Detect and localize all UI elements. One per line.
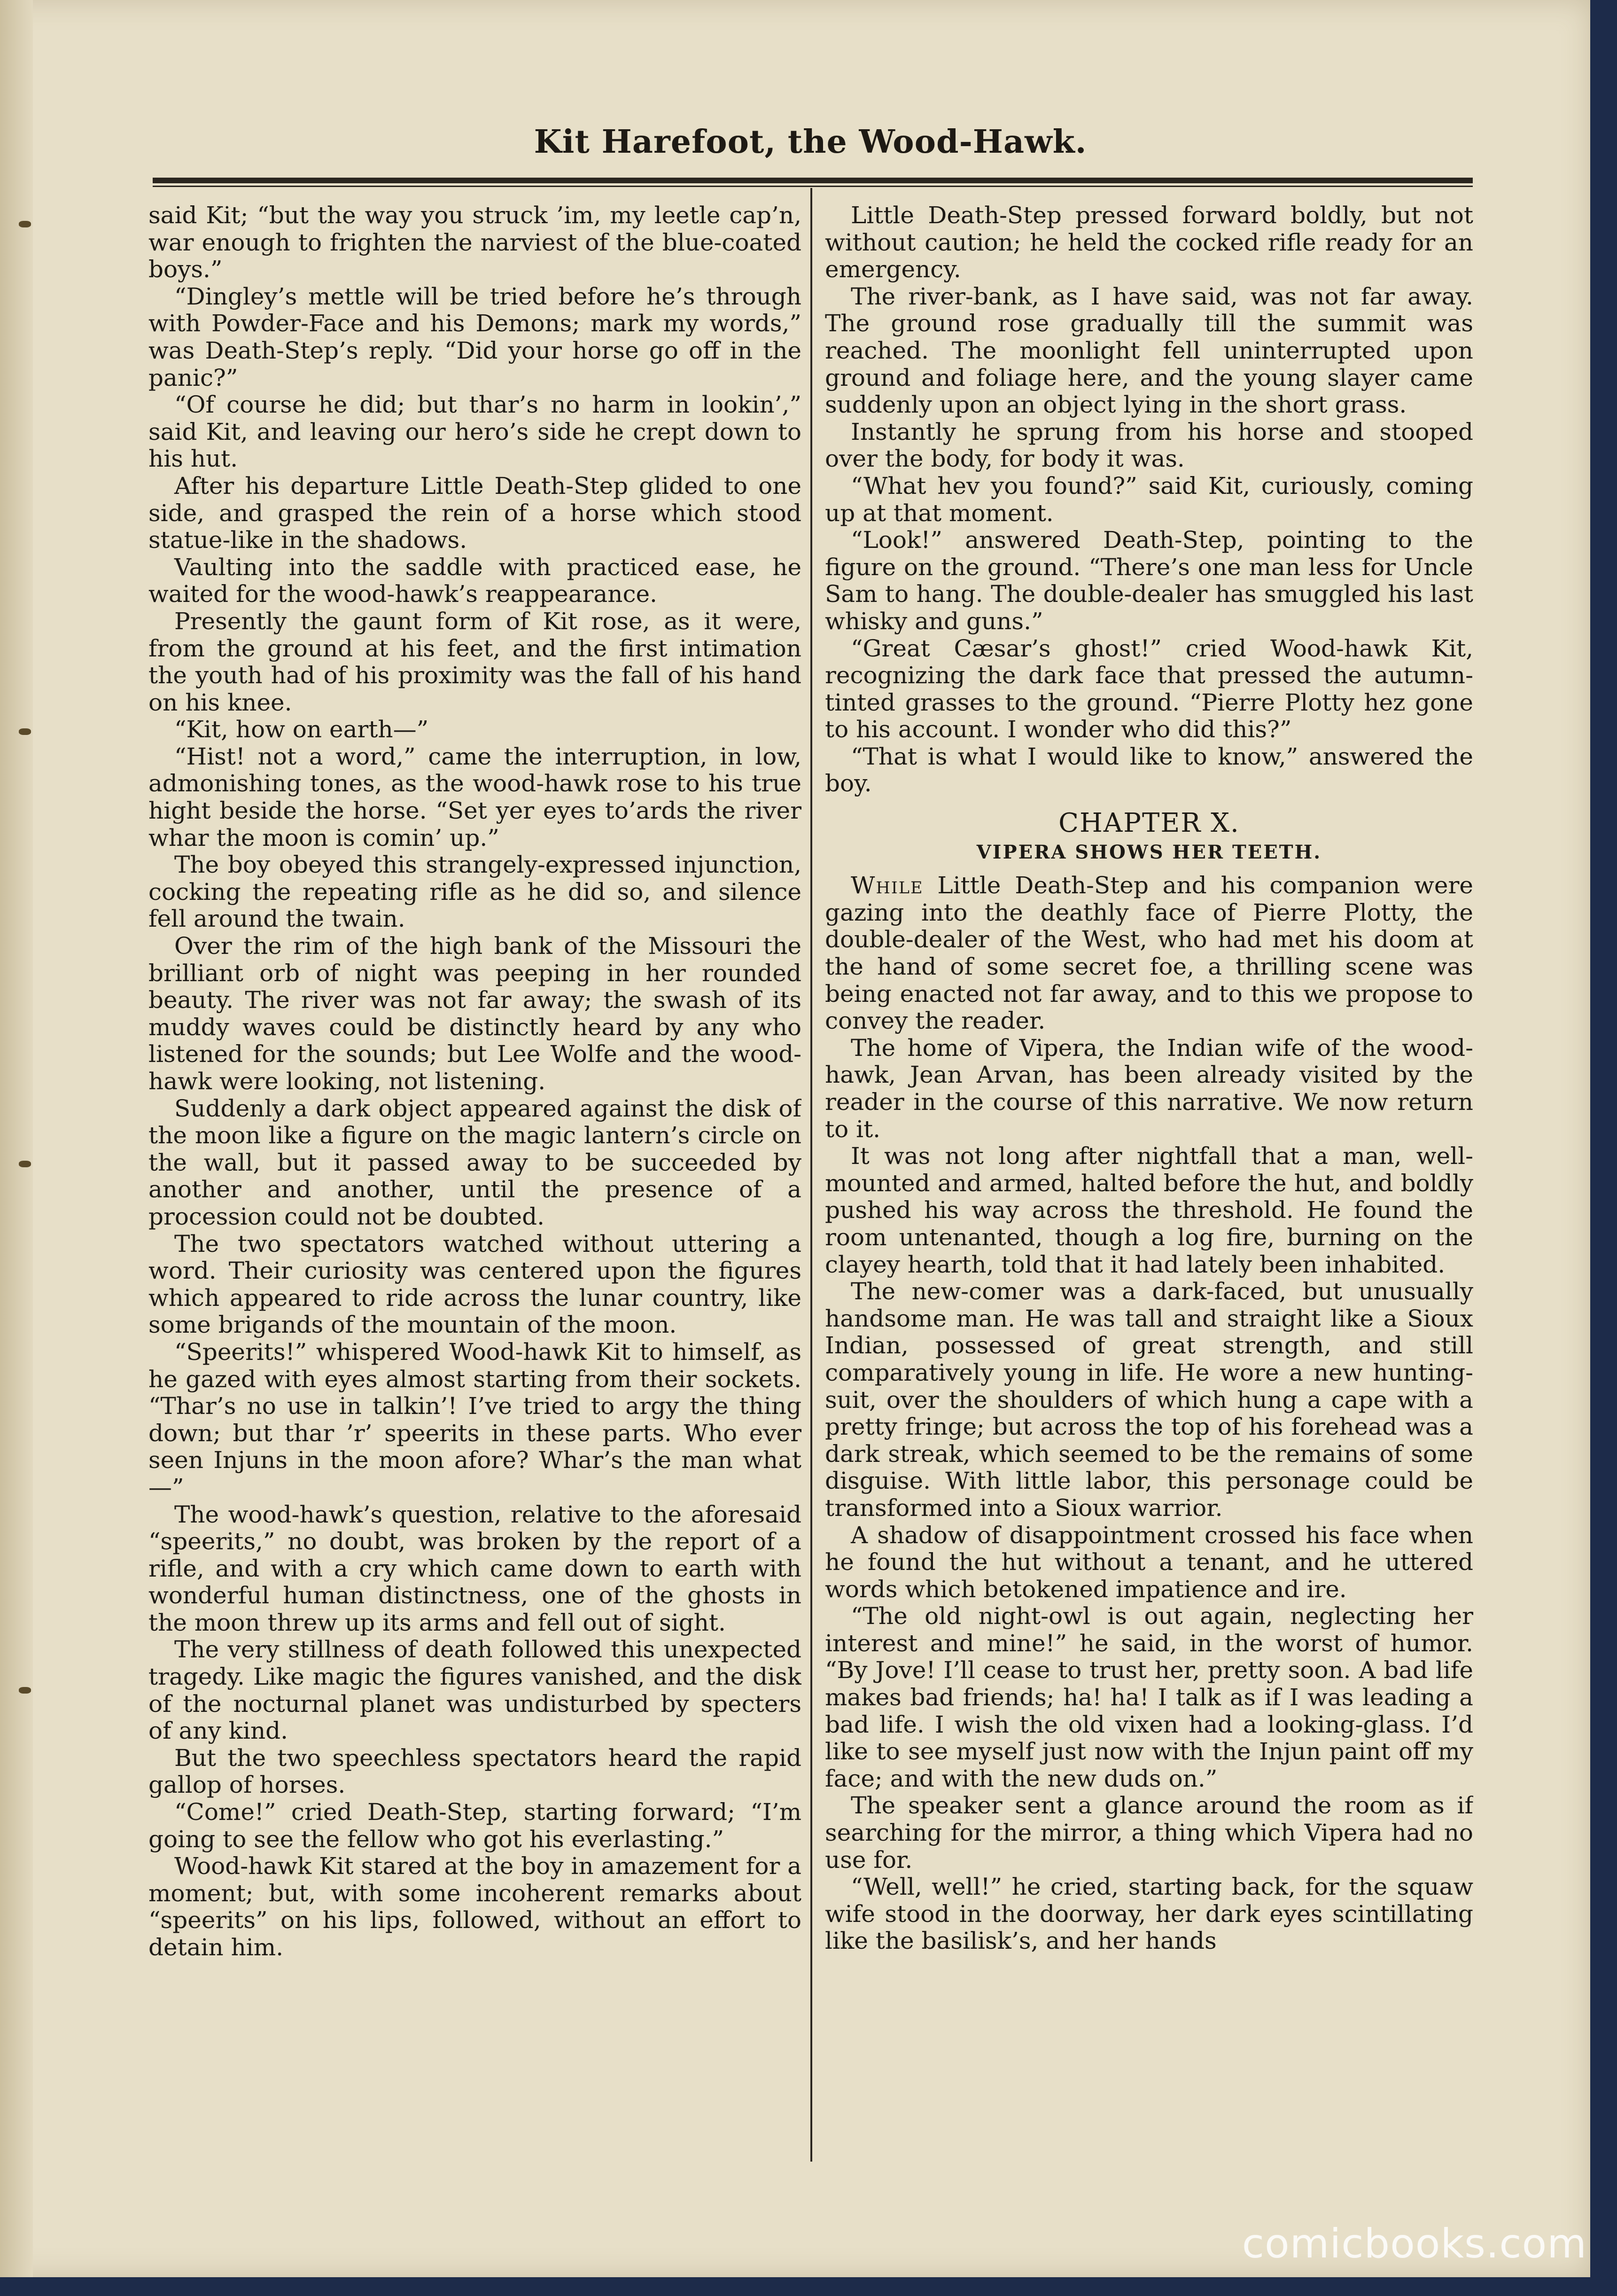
chapter-number: CHAPTER X. [1058, 808, 1240, 839]
paragraph: “Well, well!” he cried, starting back, for the squaw wife stood in the doorway, her dark eyes scintillating like the basilisk’s, and her hands [825, 1873, 1473, 1955]
paragraph: It was not long after nightfall that a man, well-mounted and armed, halted before the hut, and boldly pushed his way across the threshold. He found the room untenanted, though a log fire, burning on the clayey hearth, told that it had lately been inhabited. [825, 1142, 1473, 1278]
paragraph: Little Death-Step pressed forward boldly, but not without caution; he held the cocked rifle ready for an emergency. [825, 202, 1473, 283]
paragraph: The river-bank, as I have said, was not far away. The ground rose gradually till the summit was reached. The moonlight fell uninterrupted upon ground and foliage here, and the young slayer came suddenly upon an object lying in the short grass. [825, 282, 1473, 419]
chapter-title: VIPERA SHOWS HER TEETH. [976, 841, 1322, 863]
left-column [148, 202, 801, 2171]
paragraph: Suddenly a dark object appeared against the disk of the moon like a figure on the magic lantern’s circle on the wall, but it passed away to be succeeded by another and another, until the presence of a procession could not be doubted. [148, 1094, 801, 1230]
paragraph: The new-comer was a dark-faced, but unusually handsome man. He was tall and straight like a Sioux Indian, possessed of great strength, and still comparatively young in life. He wore a new hunting-suit, over the shoulders of which hung a cape with a pretty fringe; but across the top of his forehead was a dark streak, which seemed to be the remains of some disguise. With little labor, this personage could be transformed into a Sioux warrior. [825, 1278, 1473, 1522]
paragraph: “Great Cæsar’s ghost!” cried Wood-hawk Kit, recognizing the dark face that pressed the autumn-tinted grasses to the ground. “Pierre Plotty hez gone to his account. I wonder who did this?” [825, 634, 1473, 743]
paragraph: The home of Vipera, the Indian wife of the wood-hawk, Jean Arvan, has been already visited by the reader in the course of this narrative. We now return to it. [825, 1034, 1473, 1143]
paragraph: Instantly he sprung from his horse and stooped over the body, for body it was. [825, 418, 1473, 473]
binding-stitch [19, 728, 31, 735]
binding-stitch [19, 1687, 31, 1694]
paragraph: “Come!” cried Death-Step, starting forward; “I’m going to see the fellow who got his everlasting.” [148, 1798, 801, 1853]
paragraph: “The old night-owl is out again, neglecting her interest and mine!” he said, in the worst of humor. “By Jove! I’ll cease to trust her, pretty soon. A bad life makes bad friends; ha! ha! I talk as if I was leading a bad life. I wish the old vixen had a looking-glass. I’d like to see myself just now with the Injun paint off my face; and with the new duds on.” [825, 1602, 1473, 1792]
paragraph: But the two speechless spectators heard the rapid gallop of horses. [148, 1744, 801, 1799]
binding-stitch [19, 221, 31, 227]
paragraph: “Speerits!” whispered Wood-hawk Kit to himself, as he gazed with eyes almost starting from their sockets. “Thar’s no use in talkin’! I’ve tried to argy the thing down; but thar ’r’ speerits in these parts. Who ever seen Injuns in the moon afore? Whar’s the man what—” [148, 1338, 801, 1501]
chapter-opening-paragraph [825, 872, 1473, 1035]
paragraph: said Kit; “but the way you struck ’im, my leetle cap’n, war enough to frighten the narviest of the blue-coated boys.” [148, 202, 801, 283]
paragraph: “Hist! not a word,” came the interruption, in low, admonishing tones, as the wood-hawk rose to his true hight beside the horse. “Set yer eyes to’ards the river whar the moon is comin’ up.” [148, 742, 801, 851]
header-rule [153, 178, 1473, 183]
header-rule-thin [153, 186, 1473, 187]
paragraph: The speaker sent a glance around the room as if searching for the mirror, a thing which Vipera had no use for. [825, 1792, 1473, 1874]
paragraph: “What hev you found?” said Kit, curiously, coming up at that moment. [825, 472, 1473, 527]
paragraph: “Kit, how on earth—” [174, 716, 429, 743]
paragraph: After his departure Little Death-Step glided to one side, and grasped the rein of a horse which stood statue-like in the shadows. [148, 472, 801, 554]
binding-spine [0, 0, 33, 2277]
paragraph: Presently the gaunt form of Kit rose, as it were, from the ground at his feet, and the first intimation the youth had of his proximity was the fall of his hand on his knee. [148, 607, 801, 716]
paragraph: “Look!” answered Death-Step, pointing to the figure on the ground. “There’s one man less for Uncle Sam to hang. The double-dealer has smuggled his last whisky and guns.” [825, 526, 1473, 635]
chapter-opening-text: Little Death-Step and his companion were gazing into the deathly face of Pierre Plotty, the double-dealer of the West, who had met his doom at the hand of some secret foe, a thrilling scene was being enacted not far away, and to this we propose to convey the reader. [825, 872, 1473, 1035]
paragraph: The two spectators watched without uttering a word. Their curiosity was centered upon the figures which appeared to ride across the lunar country, like some brigands of the mountain of the moon. [148, 1230, 801, 1339]
paragraph: The wood-hawk’s question, relative to the aforesaid “speerits,” no doubt, was broken by the report of a rifle, and with a cry which came down to earth with wonderful human distinctness, one of the ghosts in the moon threw up its arms and fell out of sight. [148, 1500, 801, 1636]
paragraph: A shadow of disappointment crossed his face when he found the hut without a tenant, and he uttered words which betokened impatience and ire. [825, 1521, 1473, 1603]
paragraph: Wood-hawk Kit stared at the boy in amazement for a moment; but, with some incoherent remarks about “speerits” on his lips, followed, without an effort to detain him. [148, 1852, 801, 1961]
paragraph: The boy obeyed this strangely-expressed injunction, cocking the repeating rifle as he did so, and silence fell around the twain. [148, 851, 801, 933]
right-column [825, 202, 1473, 2171]
binding-stitch [19, 1161, 31, 1167]
paragraph: “That is what I would like to know,” answered the boy. [825, 742, 1473, 797]
paragraph: Vaulting into the saddle with practiced ease, he waited for the wood-hawk’s reappearance. [148, 553, 801, 608]
paragraph: “Dingley’s mettle will be tried before he’s through with Powder-Face and his Demons; mark my words,” was Death-Step’s reply. “Did your horse go off in the panic?” [148, 282, 801, 391]
paragraph: The very stillness of death followed this unexpected tragedy. Like magic the figures vanished, and the disk of the nocturnal planet was undisturbed by specters of any kind. [148, 1636, 801, 1745]
running-header-title: Kit Harefoot, the Wood-Hawk. [534, 123, 1087, 161]
paragraph: Over the rim of the high bank of the Missouri the brilliant orb of night was peeping in her rounded beauty. The river was not far away; the swash of its muddy waves could be distinctly heard by any who listened for the sounds; but Lee Wolfe and the wood-hawk were looking, not listening. [148, 932, 801, 1095]
drop-word: While [851, 872, 924, 899]
paragraph: “Of course he did; but thar’s no harm in lookin’,” said Kit, and leaving our hero’s side he crept down to his hut. [148, 391, 801, 473]
column-divider [810, 188, 812, 2162]
site-watermark: comicbooks.com [1242, 2220, 1587, 2267]
